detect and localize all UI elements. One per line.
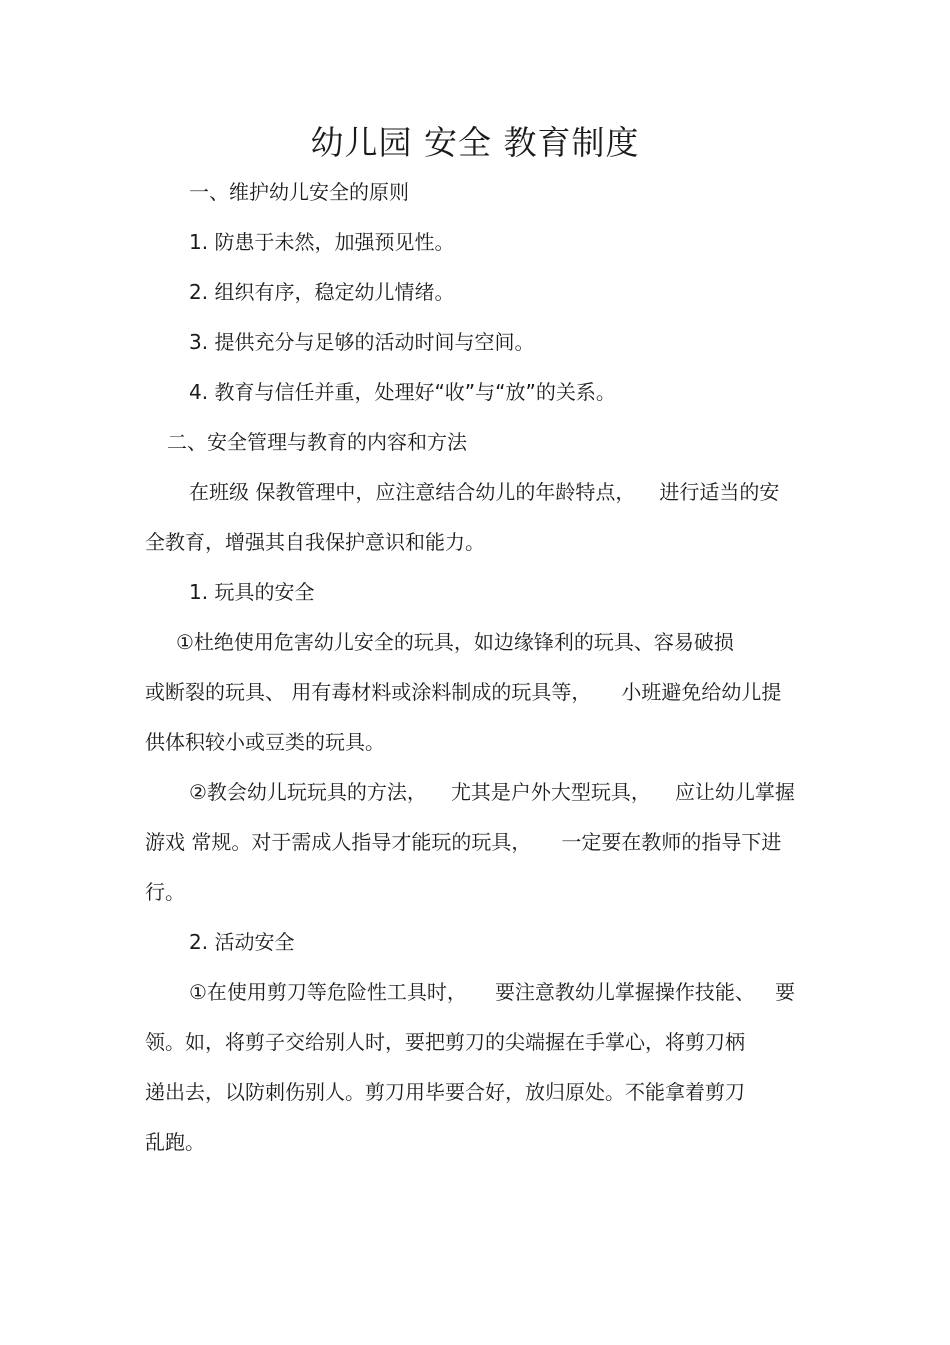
activity-p1-line-1b: 要注意教幼儿掌握操作技能、	[494, 980, 755, 1004]
toys-p1-line-3: 供体积较小或豆类的玩具。	[145, 730, 385, 754]
toys-p1-line-2	[145, 678, 781, 706]
section1-item-2: 2. 组织有序，稳定幼儿情绪。	[189, 280, 455, 304]
activity-p1-line-3: 递出去，以防刺伤别人。剪刀用毕要合好，放归原处。不能拿着剪刀	[145, 1080, 745, 1104]
section1-item-3: 3. 提供充分与足够的活动时间与空间。	[189, 330, 535, 354]
section1-heading: 一、维护幼儿安全的原则	[189, 180, 409, 204]
section2-intro-line-1a: 在班级 保教管理中，应注意结合幼儿的年龄特点，	[189, 480, 636, 504]
toys-heading: 1. 玩具的安全	[189, 580, 315, 604]
toys-p2-line-3: 行。	[145, 880, 185, 904]
toys-p2-line-2a: 游戏 常规。对于需成人指导才能玩的玩具，	[145, 830, 532, 854]
section1-item-1: 1. 防患于未然，加强预见性。	[189, 230, 455, 254]
section2-intro-line-1	[189, 478, 779, 506]
section2-heading: 二、安全管理与教育的内容和方法	[167, 430, 467, 454]
section1-item-4: 4. 教育与信任并重，处理好“收”与“放”的关系。	[189, 380, 616, 404]
activity-p1-line-2: 领。如，将剪子交给别人时，要把剪刀的尖端握在手掌心，将剪刀柄	[145, 1030, 745, 1054]
toys-p1-line-1: ①杜绝使用危害幼儿安全的玩具，如边缘锋利的玩具、容易破损	[176, 630, 734, 654]
toys-p2-line-1b: 尤其是户外大型玩具，	[450, 780, 651, 804]
toys-p2-line-1a: ②教会幼儿玩玩具的方法，	[189, 780, 427, 804]
toys-p2-line-1	[189, 778, 795, 806]
section2-intro-line-1b: 进行适当的安	[659, 480, 780, 504]
activity-p1-line-1c: 要	[774, 980, 795, 1004]
activity-p1-line-1a: ①在使用剪刀等危险性工具时，	[189, 980, 467, 1004]
toys-p2-line-1c: 应让幼儿掌握	[674, 780, 795, 804]
activity-heading: 2. 活动安全	[189, 930, 295, 954]
toys-p1-line-2a: 或断裂的玩具、 用有毒材料或涂料制成的玩具等，	[145, 680, 592, 704]
toys-p2-line-2b: 一定要在教师的指导下进	[561, 830, 782, 854]
section2-intro-line-2: 全教育，增强其自我保护意识和能力。	[145, 530, 485, 554]
toys-p2-line-2	[145, 828, 781, 856]
toys-p1-line-2b: 小班避免给幼儿提	[621, 680, 782, 704]
activity-p1-line-4: 乱跑。	[145, 1130, 205, 1154]
document-title: 幼儿园 安全 教育制度	[310, 123, 640, 162]
activity-p1-line-1	[189, 978, 795, 1006]
